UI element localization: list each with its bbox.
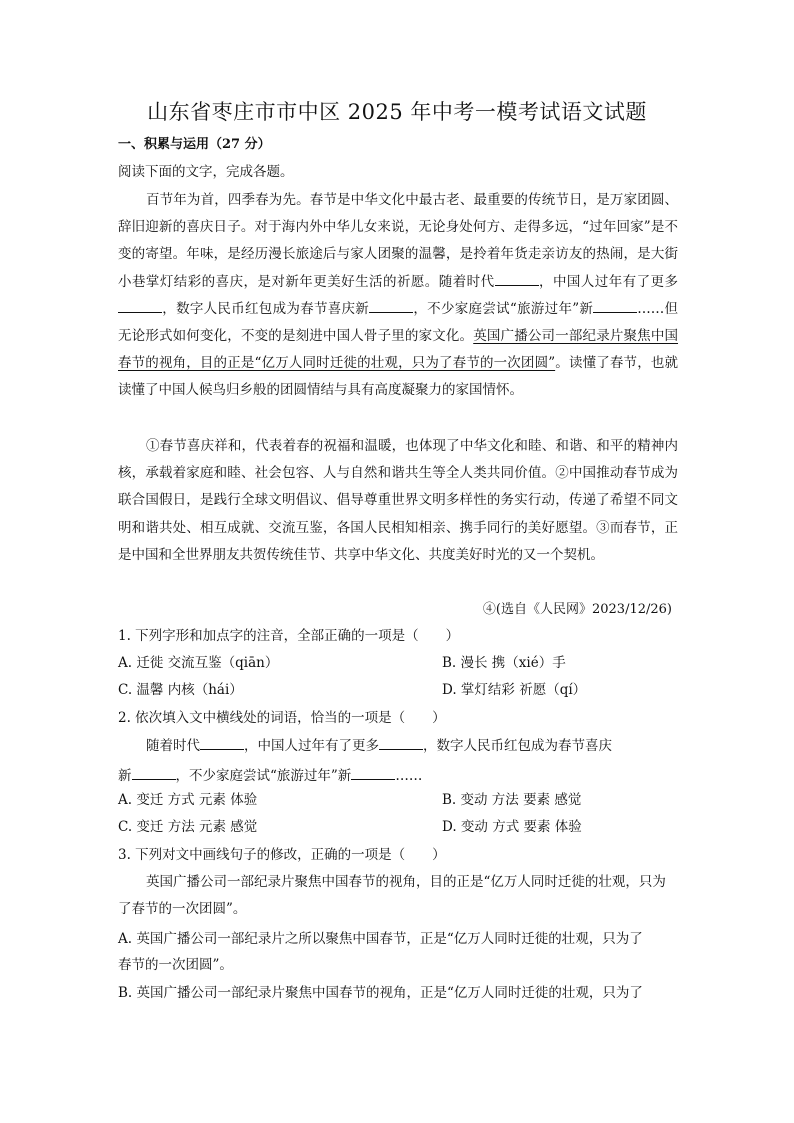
fill-blank xyxy=(118,298,162,313)
passage-text: 。读懂了春节，也就读懂了中国人候鸟归乡般的团圆情结与具有高度凝聚力的家国情怀。 xyxy=(118,355,678,399)
fill-blank xyxy=(351,765,395,780)
question-1-stem: 1. 下列字形和加点字的注音，全部正确的一项是（ ） xyxy=(118,628,460,644)
question-3-option-a-line-1: A. 英国广播公司一部纪录片之所以聚焦中国春节，正是“亿万人同时迁徙的壮观，只为了 xyxy=(118,931,643,947)
section-heading: 一、积累与运用（27 分） xyxy=(118,137,271,152)
question-1-option-a: A. 迁徙 交流互鉴（qiān） xyxy=(118,655,279,671)
fill-blank xyxy=(379,735,423,750)
question-2-stem: 2. 依次填入文中横线处的词语，恰当的一项是（ ） xyxy=(118,710,446,726)
question-2-option-c: C. 变迁 方法 元素 感觉 xyxy=(118,819,258,835)
question-2-option-a: A. 变迁 方式 元素 体验 xyxy=(118,792,258,808)
passage-text: ，中国人过年有了更多 xyxy=(538,273,679,290)
question-3-option-a-line-2: 春节的一次团圆”。 xyxy=(118,957,233,973)
excerpt-text: ，不少家庭尝试“旅游过年”新 xyxy=(175,768,352,784)
page-title: 山东省枣庄市市中区 2025 年中考一模考试语文试题 xyxy=(147,100,647,124)
passage-paragraph-2: ①春节喜庆祥和，代表着春的祝福和温暖，也体现了中华文化和睦、和谐、和平的精神内核，承载着家庭和睦、社会包容、人与自然和谐共生等全人类共同价值。②中国推动春节成为联合国假日，是践行全球文明倡议、倡导尊重世界文明多样性的务实行动，传递了希望不同文明和谐共处、相互成就、交流互鉴，各国人民相知相亲、携手同行的美好愿望。③而春节，正是中国和全世界朋友共贺传统佳节、共享中华文化、共度美好时光的又一个契机。 xyxy=(118,438,678,563)
question-3-quoted-sentence: 英国广播公司一部纪录片聚焦中国春节的视角，目的正是“亿万人同时迁徙的壮观，只为了春节的一次团圆”。 xyxy=(118,874,666,918)
passage-paragraph-1 xyxy=(118,187,678,405)
passage-text: ，数字人民币红包成为春节喜庆新 xyxy=(162,300,370,317)
question-3-stem: 3. 下列对文中画线句子的修改，正确的一项是（ ） xyxy=(118,847,446,863)
question-1-option-d: D. 掌灯结彩 祈愿（qí） xyxy=(442,682,587,698)
passage-text: 百节年为首，四季春为先。春节是中华文化中最古老、最重要的传统节日，是万家团圆、辞旧迎新的喜庆日子。对于海内外中华儿女来说，无论身处何方、走得多远，“过年回家”是不变的寄望。年味，是经历漫长旅途后与家人团聚的温馨，是拎着年货走亲访友的热闹，是大街小巷掌灯结彩的喜庆，是对新年更美好生活的祈愿。随着时代 xyxy=(118,192,678,290)
fill-blank xyxy=(200,735,244,750)
question-3-option-b-line-1: B. 英国广播公司一部纪录片聚焦中国春节的视角，正是“亿万人同时迁徙的壮观，只为了 xyxy=(118,985,643,1001)
fill-blank xyxy=(593,298,637,313)
excerpt-text: ，数字人民币红包成为春节喜庆 xyxy=(423,738,612,754)
source-citation: ④(选自《人民网》2023/12/26) xyxy=(482,602,672,617)
fill-blank xyxy=(369,298,413,313)
underlined-sentence: 英国广播公司一部纪录片聚焦中国春节的视角，目的正是“亿万人同时迁徙的壮观，只为了春节的一次团圆” xyxy=(118,328,679,372)
excerpt-text: ，中国人过年有了更多 xyxy=(244,738,379,754)
fill-blank xyxy=(132,765,176,780)
excerpt-text: 新 xyxy=(118,768,132,784)
fill-blank xyxy=(495,271,539,286)
excerpt-text: 随着时代 xyxy=(146,738,200,754)
question-2-option-d: D. 变动 方式 要素 体验 xyxy=(442,819,582,835)
passage-text: ……但无论形式如何变化，不变的是刻进中国人骨子里的家文化。 xyxy=(118,300,679,345)
question-1-option-c: C. 温馨 内核（hái） xyxy=(118,682,243,698)
question-2-excerpt-line-2 xyxy=(118,765,678,786)
question-2-excerpt-line-1 xyxy=(118,733,678,760)
reading-instruction: 阅读下面的文字，完成各题。 xyxy=(118,164,294,180)
passage-text: ，不少家庭尝试“旅游过年”新 xyxy=(413,300,594,317)
question-1-option-b: B. 漫长 携（xié）手 xyxy=(442,655,566,671)
question-2-option-b: B. 变动 方法 要素 感觉 xyxy=(442,792,582,808)
excerpt-text: …… xyxy=(395,768,423,784)
